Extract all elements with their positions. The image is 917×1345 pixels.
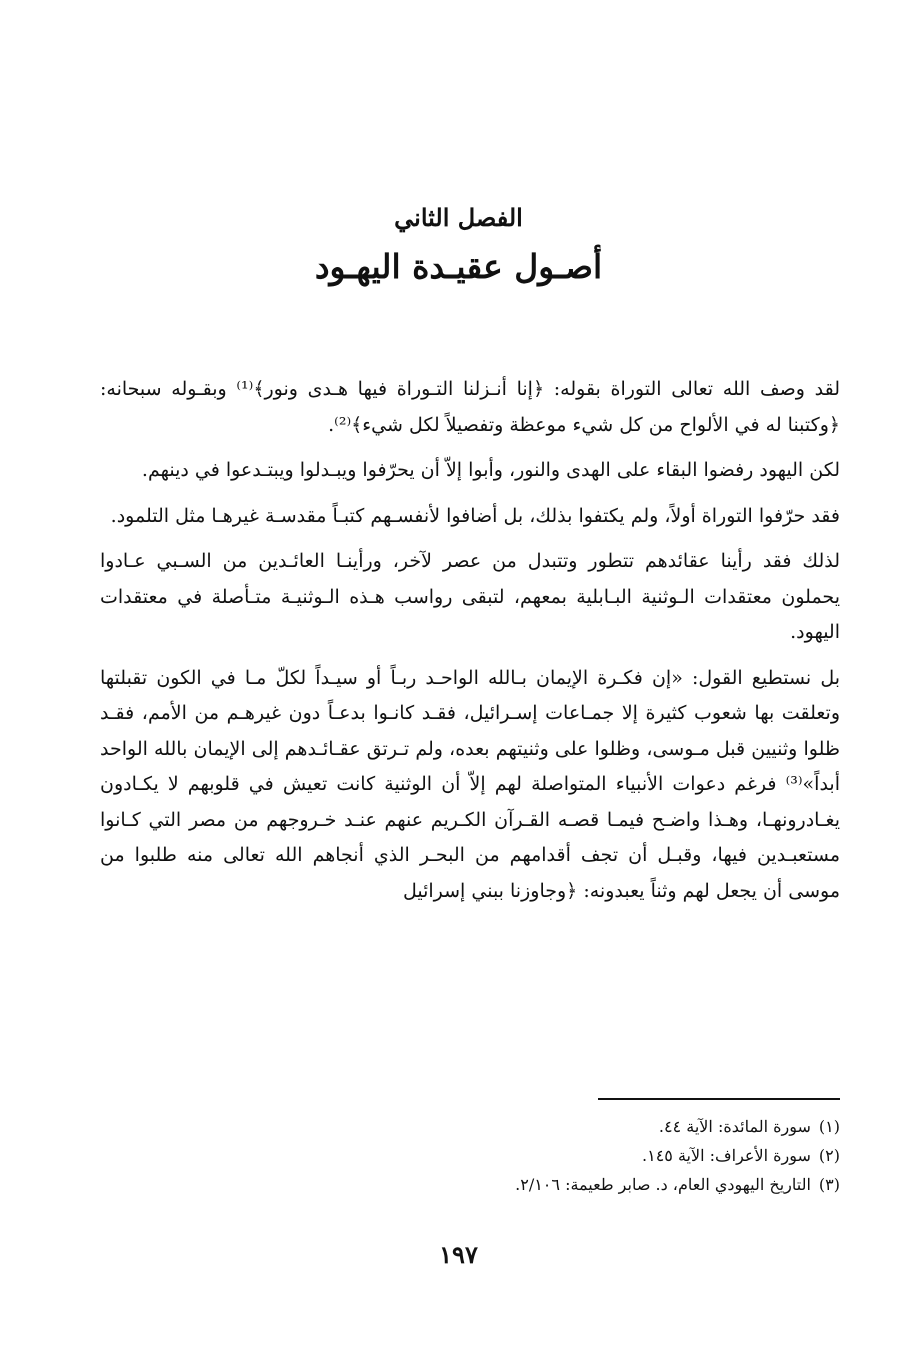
paragraph: لكن اليهود رفضوا البقاء على الهدى والنور، وأبوا إلاّ أن يحرّفوا ويبـدلوا ويبتـدعوا في دينهم. <box>141 459 840 481</box>
paragraph: لقد وصف الله تعالى التوراة بقوله: ﴿إنا أنـزلنا التـوراة فيها هـدى ونور﴾⁽¹⁾ وبقـوله سبحانه: ﴿وكتبنا له في الألواح من كل شيء موعظة وتفصيلاً لكل شيء﴾⁽²⁾. <box>100 378 840 436</box>
chapter-heading <box>0 198 917 292</box>
footnote <box>100 1141 840 1170</box>
footnote-text: سورة المائدة: الآية ٤٤. <box>658 1117 811 1136</box>
chapter-number: الفصل الثاني <box>394 203 523 232</box>
footnote-text: التاريخ اليهودي العام، د. صابر طعيمة: ٢/١٠٦. <box>515 1175 811 1194</box>
footnote-mark: (٢) <box>818 1146 840 1165</box>
footnote-mark: (١) <box>818 1117 840 1136</box>
footnote-mark: (٣) <box>818 1175 840 1194</box>
footnote <box>100 1112 840 1141</box>
page-number: ١٩٧ <box>439 1240 478 1269</box>
footnote-divider <box>598 1098 840 1100</box>
footnote <box>100 1170 840 1199</box>
paragraph: بل نستطيع القول: «إن فكـرة الإيمان بـالله الواحـد ربـاً أو سيـداً لكلّ مـا في الكون تقبلتها وتعلقت بها شعوب كثيرة إلا جمـاعات إسـرائيل، فقـد كانـوا بدعـاً دون غيرهـم من الأمم، فقـد ظلوا وثنيين قبل مـوسى، وظلوا على وثنيتهم بعده، ولم تـرتق عقـائـدهم إلى الإيمان بالله الواحد أبداً»⁽³⁾ فرغم دعوات الأنبياء المتواصلة لهم إلاّ أن الوثنية كانت تعيش في قلوبهم لا يكـادون يغـادرونهـا، وهـذا واضـح فيمـا قصـه القـرآن الكـريم عنهم عنـد خـروجهم من مصر التي كـانوا مستعبـدين فيها، وقبـل أن تجف أقدامهم من البحـر الذي أنجاهم الله تعالى منه طلبوا من موسى أن يجعل لهم وثناً يعبدونه: ﴿وجاوزنا ببني إسرائيل <box>100 666 840 902</box>
paragraph: لذلك فقد رأينا عقائدهم تتطور وتتبدل من عصر لآخر، ورأينـا العائـدين من السـبي عـادوا يحملون معتقدات الـوثنية البـابلية بمعهم، لتبقى رواسب هـذه الـوثنيـة متـأصلة في معتقدات اليهود. <box>100 550 840 643</box>
footnotes <box>100 1112 840 1199</box>
paragraph: فقد حرّفوا التوراة أولاً، ولم يكتفوا بذلك، بل أضافوا لأنفسـهم كتبـاً مقدسـة غيرهـا مثل التلمود. <box>110 504 840 527</box>
chapter-title: أصـول عقيـدة اليهـود <box>314 247 603 286</box>
footnote-text: سورة الأعراف: الآية ١٤٥. <box>642 1146 811 1165</box>
body-text <box>100 372 840 909</box>
